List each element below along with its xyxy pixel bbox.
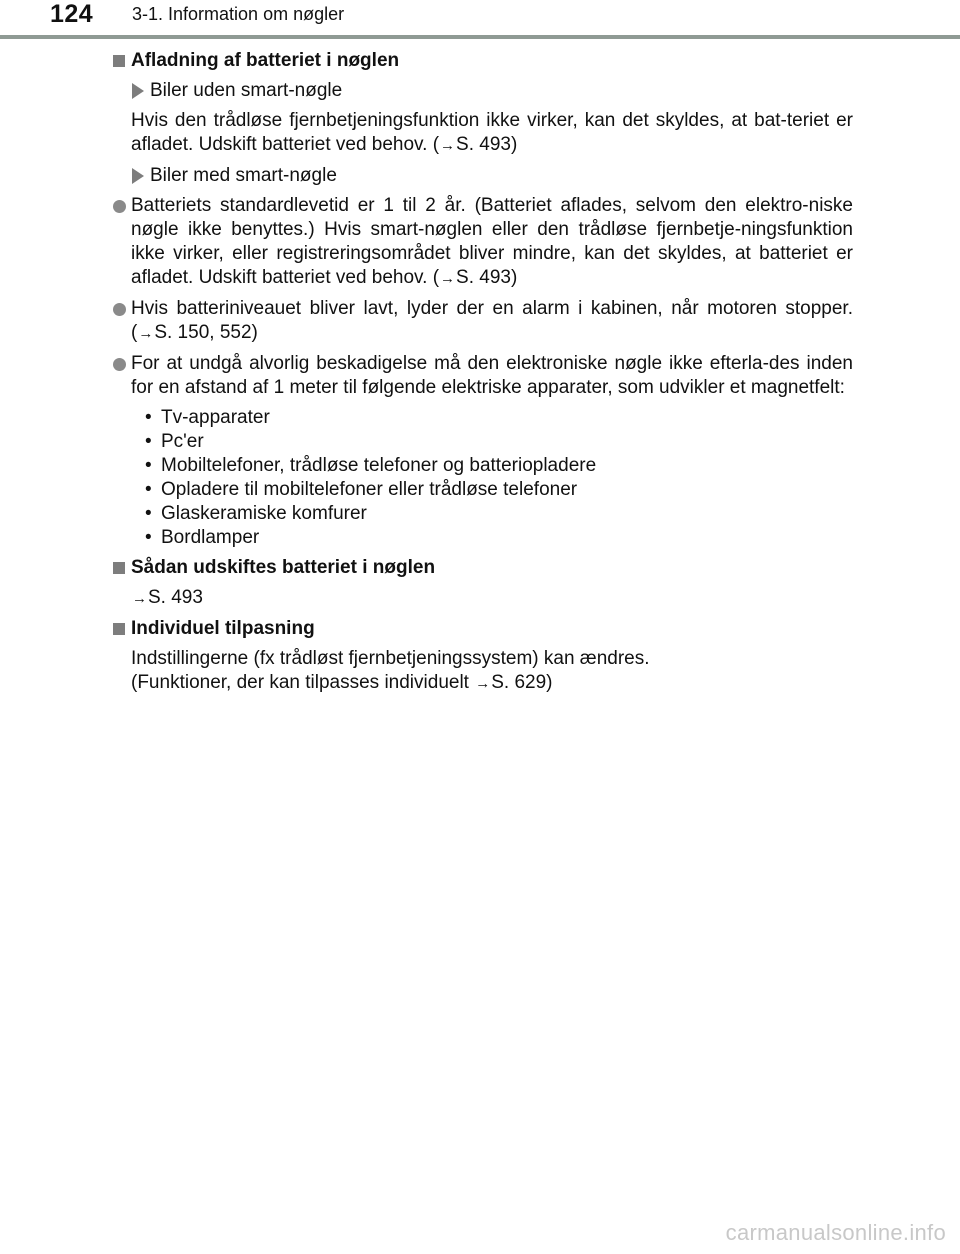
list-item-text: Tv-apparater [161, 407, 270, 428]
bullet-magnetic-field [113, 352, 853, 400]
list-item-text: Opladere til mobiltelefoner eller trådløse telefoner [161, 479, 578, 500]
page-reference-link[interactable]: S. 150, 552) [154, 322, 258, 343]
dot-icon [113, 358, 126, 371]
page-reference-link[interactable]: S. 493) [456, 267, 518, 288]
replace-reference [113, 586, 853, 611]
page-number: 124 [50, 0, 94, 28]
page-reference-link[interactable]: S. 493 [148, 587, 203, 608]
bullet-body: Hvis batteriniveauet bliver lavt, lyder der en alarm i kabinen, når motoren stopper. ( [131, 298, 853, 343]
square-icon [113, 562, 125, 574]
heading-text: Sådan udskiftes batteriet i nøglen [131, 557, 436, 578]
subheading-text: Biler uden smart-nøgle [150, 80, 343, 101]
heading-text: Individuel tilpasning [131, 618, 315, 639]
bullet-text [131, 297, 853, 346]
list-item-text: Pc'er [161, 431, 204, 452]
paragraph-customization [113, 647, 853, 696]
arrow-right-icon: → [138, 325, 154, 342]
list-item-text: Bordlamper [161, 527, 260, 548]
page-header [0, 0, 960, 40]
dot-icon [113, 200, 126, 213]
paragraph-text: Hvis den trådløse fjernbetjeningsfunktion ikke virker, kan det skyldes, at bat-teriet er afladet. Udskift batteriet ved behov. ( [131, 110, 853, 155]
list-item-text: Glaskeramiske komfurer [161, 503, 367, 524]
paragraph-no-smart-key [113, 109, 853, 158]
header-divider [0, 35, 960, 39]
page-reference-link[interactable]: S. 493) [456, 134, 518, 155]
section-heading-discharge [113, 49, 853, 73]
watermark: carmanualsonline.info [725, 1220, 946, 1245]
bullet-text [131, 194, 853, 291]
square-icon [113, 55, 125, 67]
square-icon [113, 623, 125, 635]
list-item: • Bordlamper [145, 527, 260, 548]
list-item: • Tv-apparater [145, 407, 270, 428]
list-item: • Pc'er [145, 431, 204, 452]
arrow-right-icon: → [440, 137, 456, 154]
list-item: • Glaskeramiske komfurer [145, 503, 367, 524]
subheading-text: Biler med smart-nøgle [150, 165, 337, 186]
paragraph-line [131, 671, 853, 696]
bullet-body: Batteriets standardlevetid er 1 til 2 år. (Batteriet aflades, selvom den elektro-niske nøgle ikke benyttes.) Hvis smart-nøglen eller den trådløse fjernbetje-ningsfunktion ikke virker, eller registreringsområdet bliver mindre, kan det skyldes, at batteriet er afladet. Udskift batteriet ved behov. ( [131, 195, 853, 288]
subheading-smart-key [113, 164, 853, 188]
triangle-icon [132, 83, 144, 99]
paragraph-text: (Funktioner, der kan tilpasses individuelt [131, 672, 475, 693]
section-heading-customization [113, 617, 853, 641]
appliance-list [113, 406, 853, 550]
triangle-icon [132, 168, 144, 184]
bullet-text: For at undgå alvorlig beskadigelse må den elektroniske nøgle ikke efterla-des inden for en afstand af 1 meter til følgende elektriske apparater, som udvikler et magnetfelt: [131, 353, 853, 398]
list-item: • Mobiltelefoner, trådløse telefoner og batteriopladere [145, 455, 597, 476]
page-content [113, 49, 853, 696]
arrow-right-icon: → [475, 675, 491, 692]
bullet-low-battery-alarm [113, 297, 853, 346]
subheading-no-smart-key [113, 79, 853, 103]
list-item: • Opladere til mobiltelefoner eller trådløse telefoner [145, 479, 578, 500]
arrow-right-icon: → [132, 590, 147, 607]
heading-text: Afladning af batteriet i nøglen [131, 50, 400, 71]
dot-icon [113, 303, 126, 316]
bullet-battery-life [113, 194, 853, 291]
list-item-text: Mobiltelefoner, trådløse telefoner og batteriopladere [161, 455, 597, 476]
arrow-right-icon: → [440, 270, 456, 287]
section-title: 3-1. Information om nøgler [132, 4, 345, 24]
paragraph-line: Indstillingerne (fx trådløst fjernbetjeningssystem) kan ændres. [131, 648, 650, 669]
page-reference-link[interactable]: S. 629) [491, 672, 553, 693]
section-heading-replace-battery [113, 556, 853, 580]
